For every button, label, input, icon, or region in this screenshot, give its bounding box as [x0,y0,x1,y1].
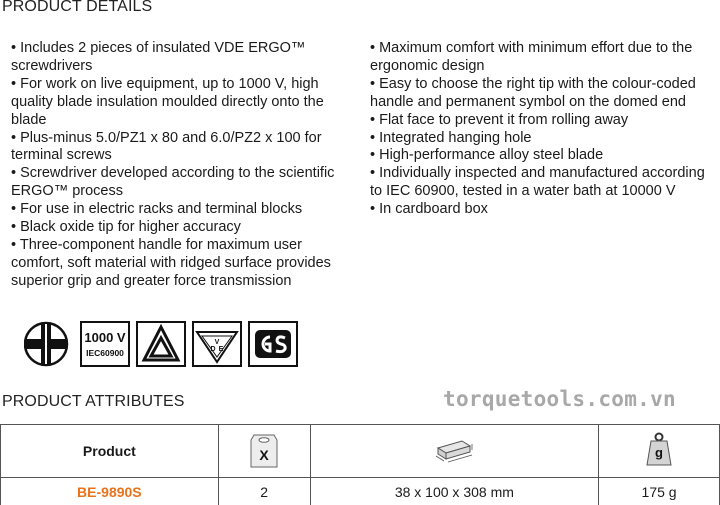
list-item: • Easy to choose the right tip with the colour-coded handle and permanent symbol on the domed end [370,75,696,110]
insulation-1000v-icon [80,320,130,368]
details-list-right [370,40,710,219]
header-pack [218,425,310,478]
header-weight [599,425,720,478]
vde-letter-e: E [218,346,224,353]
list-item: • High-performance alloy steel blade [370,147,604,164]
list-item: • Screwdriver developed according to the scientific ERGO™ process [11,165,335,200]
product-details-title: PRODUCT DETAILS [2,0,153,15]
plus-minus-tip-icon [24,320,74,368]
table-header-row [1,425,720,478]
list-item: • Includes 2 pieces of insulated VDE ERGO™ screwdrivers [11,40,306,74]
header-product: Product [1,425,219,478]
vde-letter-v: V [214,339,220,346]
standard-label: IEC60900 [86,348,124,358]
dimensions-value: 38 x 100 x 308 mm [310,478,599,505]
pack-letter: X [259,446,269,463]
list-item: • For use in electric racks and terminal blocks [11,201,303,218]
attributes-table [0,424,720,505]
vde-triangle-icon [192,320,242,368]
pack-quantity: 2 [218,478,310,505]
watermark-text: torquetools.com.vn [443,387,676,411]
list-item: • Maximum comfort with minimum effort due to the ergonomic design [370,40,693,74]
list-item: • Flat face to prevent it from rolling away [370,111,629,128]
header-dimensions [310,425,599,478]
gs-mark-icon [248,320,298,368]
list-item: • Plus-minus 5.0/PZ1 x 80 and 6.0/PZ2 x 100 for terminal screws [11,129,322,164]
list-item: • For work on live equipment, up to 1000 V, high quality blade insulation moulded directly onto the blade [11,75,324,128]
product-attributes-title: PRODUCT ATTRIBUTES [2,393,185,410]
weight-icon [643,430,675,473]
list-item: • Integrated hanging hole [370,129,532,146]
weight-letter: g [655,444,664,460]
weight-value: 175 g [599,478,720,505]
product-sku[interactable]: BE-9890S [1,478,219,505]
box-dimensions-icon [434,436,474,467]
voltage-label: 1000 V [84,330,126,345]
hang-pack-icon [247,430,281,473]
vde-letter-d: D [210,346,216,353]
details-list-left [11,40,356,291]
list-item: • Three-component handle for maximum user comfort, soft material with ridged surface provides superior grip and greater force transmission [11,236,331,289]
list-item: • Individually inspected and manufactured according to IEC 60900, tested in a water bath at 10000 V [370,165,705,200]
list-item: • Black oxide tip for higher accuracy [11,219,241,236]
list-item: • In cardboard box [370,201,488,218]
double-triangle-icon [136,320,186,368]
table-row [1,478,720,505]
